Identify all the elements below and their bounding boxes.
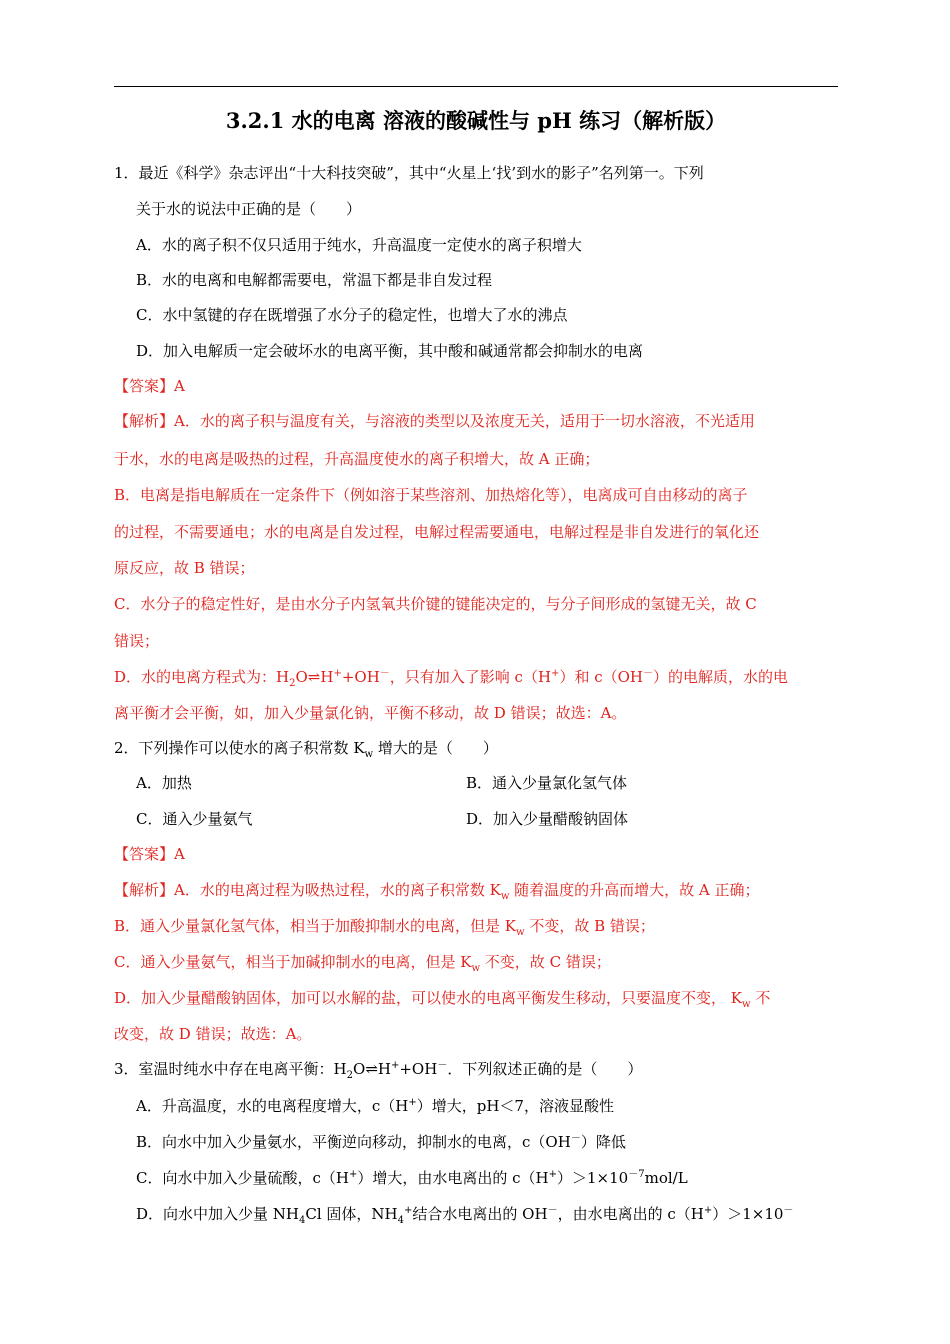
q3-option-b: B．向水中加入少量氨水，平衡逆向移动，抑制水的电离，c（OH－）降低 — [136, 1133, 626, 1151]
page-title: 3.2.1 水的电离 溶液的酸碱性与 pH 练习（解析版） — [225, 108, 727, 133]
header-rule — [114, 86, 838, 87]
q2-option-a: A．加热 — [136, 774, 192, 792]
q1-analysis-line2: 于水，水的电离是吸热的过程，升高温度使水的离子积增大，故 A 正确； — [114, 450, 600, 468]
q1-analysis-d-line2: 离平衡才会平衡，如，加入少量氯化钠，平衡不移动，故 D 错误；故选：A。 — [114, 704, 627, 722]
q2-analysis-line5: 改变，故 D 错误；故选：A。 — [114, 1025, 312, 1043]
q1-analysis-line7: 错误； — [114, 632, 160, 650]
q2-analysis-line3: C．通入少量氨气，相当于加碱抑制水的电离，但是 $K_w$ 不变，故 C 错误； — [114, 953, 611, 974]
q1-analysis-line5: 原反应，故 B 错误； — [114, 559, 255, 577]
q1-analysis-line1: 【解析】A．水的离子积与温度有关，与溶液的类型以及浓度无关，适用于一切水溶液，不光适用 — [114, 412, 755, 430]
q1-analysis-line4: 的过程，不需要通电；水的电离是自发过程，电解过程需要通电，电解过程是非自发进行的氧化还 — [114, 523, 760, 541]
q3-option-c: C．向水中加入少量硫酸，c（H+）增大，由水电离出的 $c(H^+)>1\times 10^{-7}mol/L$ — [136, 1169, 688, 1187]
q2-answer: 【答案】A — [114, 845, 185, 863]
q2-analysis-line2: B．通入少量氯化氢气体，相当于加酸抑制水的电离，但是 $K_w$ 不变，故 B 错误； — [114, 917, 655, 938]
q1-option-b: B．水的电离和电解都需要电，常温下都是非自发过程 — [136, 271, 493, 289]
q2-stem: 2．下列操作可以使水的离子积常数 $K_w$ 增大的是（ ） — [114, 739, 498, 760]
q1-option-a: A．水的离子积不仅只适用于纯水，升高温度一定使水的离子积增大 — [136, 236, 582, 254]
q3-option-d: D．向水中加入少量 $NH_4Cl$ 固体，$NH_4^+$结合水电离出的 OH－，由水电离出的 c（H+）＞1×10－ — [136, 1205, 794, 1226]
q1-option-d: D．加入电解质一定会破坏水的电离平衡，其中酸和碱通常都会抑制水的电离 — [136, 342, 644, 360]
q1-answer: 【答案】A — [114, 377, 185, 395]
q2-option-d: D．加入少量醋酸钠固体 — [466, 810, 629, 828]
q1-analysis-line6: C．水分子的稳定性好，是由水分子内氢氧共价键的键能决定的，与分子间形成的氢键无关，故 C — [114, 595, 757, 613]
q1-stem-line1: 1．最近《科学》杂志评出“十大科技突破”，其中“火星上‘找’到水的影子”名列第一。下列 — [114, 164, 704, 182]
q3-option-a: A．升高温度，水的电离程度增大，c（H+）增大，pH＜7，溶液显酸性 — [136, 1097, 614, 1115]
q2-analysis-line4: D．加入少量醋酸钠固体，加可以水解的盐，可以使水的电离平衡发生移动，只要温度不变， $K_w$ 不 — [114, 989, 771, 1010]
q2-option-c: C．通入少量氨气 — [136, 810, 253, 828]
q3-stem: 3．室温时纯水中存在电离平衡：$H_2O\rightleftharpoons H^++OH^-$．下列叙述正确的是（ ） — [114, 1060, 643, 1081]
q1-analysis-line3: B．电离是指电解质在一定条件下（例如溶于某些溶剂、加热熔化等），电离成可自由移动的离子 — [114, 486, 748, 504]
q1-option-c: C．水中氢键的存在既增强了水分子的稳定性，也增大了水的沸点 — [136, 306, 568, 324]
q1-stem-line2: 关于水的说法中正确的是（ ） — [136, 200, 362, 218]
q2-analysis-line1: 【解析】A．水的电离过程为吸热过程，水的离子积常数 $K_w$ 随着温度的升高而增大，故 A 正确； — [114, 881, 760, 902]
q1-analysis-d-line1: D．水的电离方程式为：$H_2O\rightleftharpoons H^++OH^-$，只有加入了影响 c（H+）和 c（OH－）的电解质，水的电 — [114, 668, 789, 689]
q2-option-b: B．通入少量氯化氢气体 — [466, 774, 628, 792]
